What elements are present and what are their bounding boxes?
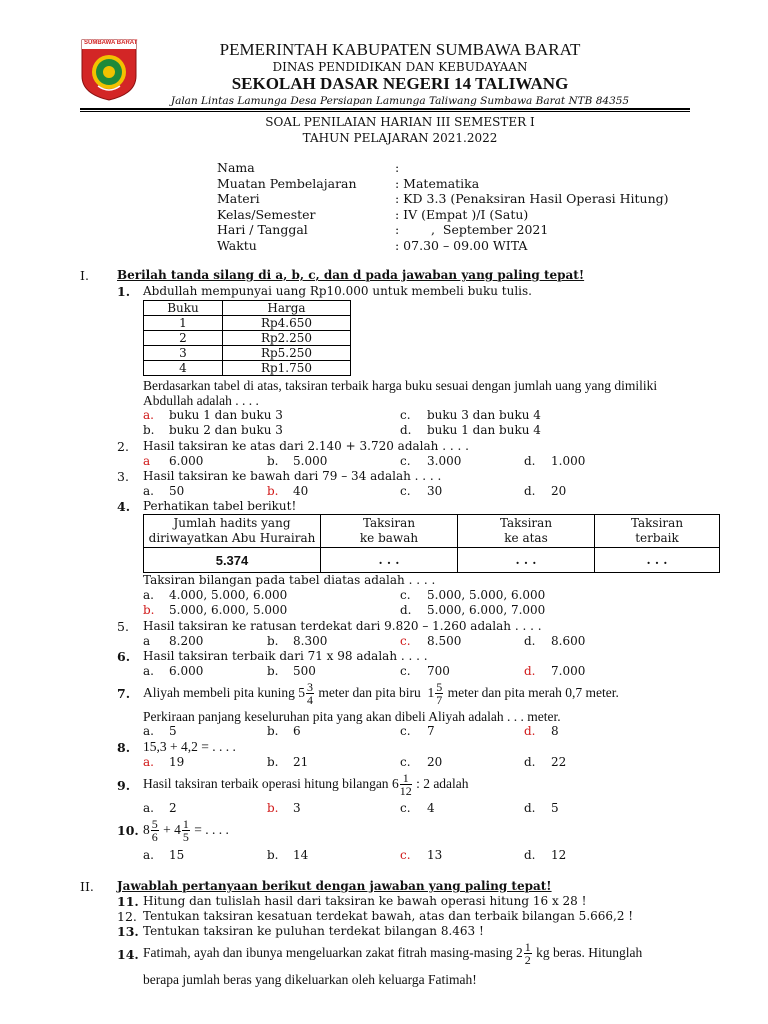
exam-year: TAHUN PELAJARAN 2021.2022 [302,131,498,145]
option: c. 13 [400,848,443,862]
option: d. 12 [524,848,567,862]
q6-text: Hasil taksiran terbaik dari 71 x 98 adalah . . . . [143,649,428,663]
option: a. 19 [143,755,185,769]
logo-shield-icon [80,38,138,102]
table-row: 5.374 . . . . . . . . . [144,548,720,573]
q1-num: 1. [117,284,131,299]
option: d. 5 [524,801,559,815]
q4-table [143,514,720,573]
table-row: 3 Rp5.250 [144,346,351,361]
q10-num: 10. [117,823,139,838]
logo-text: SUMBAWA BARAT [84,40,138,46]
option: a. 6.000 [143,664,204,678]
option: d. 7.000 [524,664,586,678]
q1-text2a: Berdasarkan tabel di atas, taksiran terbaik harga buku sesuai dengan jumlah uang yang dimiliki [143,378,658,393]
q2-text: Hasil taksiran ke atas dari 2.140 + 3.720 adalah . . . . [143,439,469,453]
info-row: Kelas/Semester : IV (Empat )/I (Satu) [217,206,529,222]
fraction: $\frac{5}{6}$ [151,817,158,845]
q1-text2b: Abdullah adalah . . . . [143,393,259,408]
table-row: 1 Rp4.650 [144,316,351,331]
q8-num: 8. [117,740,131,755]
option: d. 8.600 [524,634,586,648]
q13-text: Tentukan taksiran ke puluhan terdekat bilangan 8.463 ! [143,924,484,938]
q9-line: Hasil taksiran terbaik operasi hitung bilangan 6 $\frac{1}{12}$ : 2 adalah [143,771,469,799]
option: d. 1.000 [524,454,586,468]
info-row: Muatan Pembelajaran : Matematika [217,175,480,191]
q7-line2: Perkiraan panjang keseluruhan pita yang akan dibeli Aliyah adalah . . . meter. [143,709,561,724]
q13-num: 13. [117,924,139,939]
q5-text: Hasil taksiran ke ratusan terdekat dari 9.820 – 1.260 adalah . . . . [143,619,542,633]
info-row: Nama : [217,160,400,175]
q6-num: 6. [117,649,131,664]
fraction: $\frac{1}{2}$ [524,940,531,968]
section1-num: I. [80,268,89,283]
school-logo [80,38,138,102]
info-block [217,160,697,253]
q11-num: 11. [117,894,139,909]
q12-text: Tentukan taksiran kesatuan terdekat bawah, atas dan terbaik bilangan 5.666,2 ! [143,909,634,923]
option: d. 8 [524,724,559,738]
option: b. 14 [267,848,309,862]
option: c. 3.000 [400,454,462,468]
q14-num: 14. [117,947,139,962]
table-row: 2 Rp2.250 [144,331,351,346]
option: c. 4 [400,801,435,815]
option: b. 5.000, 6.000, 5.000 [143,603,288,617]
option: b. 21 [267,755,309,769]
kop-divider-thin [80,111,690,112]
table-row: Buku Harga [144,301,351,316]
section2-title: Jawablah pertanyaan berikut dengan jawaban yang paling tepat! [117,879,552,893]
q9-num: 9. [117,778,131,793]
option: a. buku 1 dan buku 3 [143,408,283,422]
option: d. 20 [524,484,567,498]
kop-line3: SEKOLAH DASAR NEGERI 14 TALIWANG [231,74,569,93]
q3-num: 3. [117,469,129,484]
info-row: Waktu : 07.30 – 09.00 WITA [217,237,528,253]
q2-num: 2. [117,439,129,454]
q3-text: Hasil taksiran ke bawah dari 79 – 34 adalah . . . . [143,469,442,483]
kop-line1: PEMERINTAH KABUPATEN SUMBAWA BARAT [219,40,581,59]
option: b. 40 [267,484,309,498]
q7-line1: Aliyah membeli pita kuning 5 $\frac{3}{4}$ meter dan pita biru 1 $\frac{5}{7}$ meter dan pita merah 0,7 meter. [143,680,619,708]
q12-num: 12. [117,909,137,924]
option: d. 22 [524,755,567,769]
table-row: Jumlah hadits yang diriwayatkan Abu Hurairah Taksiran ke bawah Taksiran ke atas Taksiran terbaik [144,515,720,548]
q4-num: 4. [117,499,131,514]
option: b. 3 [267,801,301,815]
option: c. 30 [400,484,443,498]
section2-num: II. [80,879,94,894]
fraction: $\frac{1}{5}$ [182,817,189,845]
option: c. buku 3 dan buku 4 [400,408,541,422]
option: a. 50 [143,484,185,498]
option: c. 7 [400,724,435,738]
option: a. 4.000, 5.000, 6.000 [143,588,288,602]
info-row: Hari / Tanggal : , September 2021 [217,222,549,237]
option: a 6.000 [143,454,204,468]
q7-num: 7. [117,686,131,701]
option: b. 6 [267,724,301,738]
fraction: $\frac{3}{4}$ [306,680,313,708]
kop-line2: DINAS PENDIDIKAN DAN KEBUDAYAAN [272,60,528,74]
q4-text: Perhatikan tabel berikut! [143,499,297,513]
q14-line1: Fatimah, ayah dan ibunya mengeluarkan zakat fitrah masing-masing 2 $\frac{1}{2}$ kg beras. Hitunglah [143,940,643,968]
section1-title: Berilah tanda silang di a, b, c, dan d pada jawaban yang paling tepat! [117,268,585,282]
option: a 8.200 [143,634,204,648]
option: c. 20 [400,755,443,769]
option: a. 15 [143,848,185,862]
q14-line2: berapa jumlah beras yang dikeluarkan oleh keluarga Fatimah! [143,972,477,987]
info-row: Materi : KD 3.3 (Penaksiran Hasil Operasi Hitung) [217,191,669,206]
fraction: $\frac{1}{12}$ [399,771,412,799]
option: b. buku 2 dan buku 3 [143,423,283,437]
option: b. 500 [267,664,316,678]
q8-text: 15,3 + 4,2 = . . . . [143,739,236,754]
q5-num: 5. [117,619,129,634]
q10-line: 8 $\frac{5}{6}$ + 4 $\frac{1}{5}$ = . . . . [143,817,229,845]
q1-text: Abdullah mempunyai uang Rp10.000 untuk membeli buku tulis. [143,284,532,298]
option: a. 2 [143,801,177,815]
fraction: $\frac{5}{7}$ [436,680,443,708]
option: c. 700 [400,664,450,678]
q11-text: Hitung dan tulislah hasil dari taksiran ke bawah operasi hitung 16 x 28 ! [143,894,587,908]
kop-address: Jalan Lintas Lamunga Desa Persiapan Lamunga Taliwang Sumbawa Barat NTB 84355 [170,95,630,107]
option: d. buku 1 dan buku 4 [400,423,541,437]
exam-title: SOAL PENILAIAN HARIAN III SEMESTER I [265,115,535,129]
option: a. 5 [143,724,177,738]
option: d. 5.000, 6.000, 7.000 [400,603,546,617]
q1-table [143,300,351,376]
option: b. 8.300 [267,634,328,648]
q4-text2: Taksiran bilangan pada tabel diatas adalah . . . . [143,573,436,587]
kop-divider-thick [80,108,690,110]
option: b. 5.000 [267,454,328,468]
option: c. 5.000, 5.000, 6.000 [400,588,546,602]
table-row: 4 Rp1.750 [144,361,351,376]
option: c. 8.500 [400,634,462,648]
